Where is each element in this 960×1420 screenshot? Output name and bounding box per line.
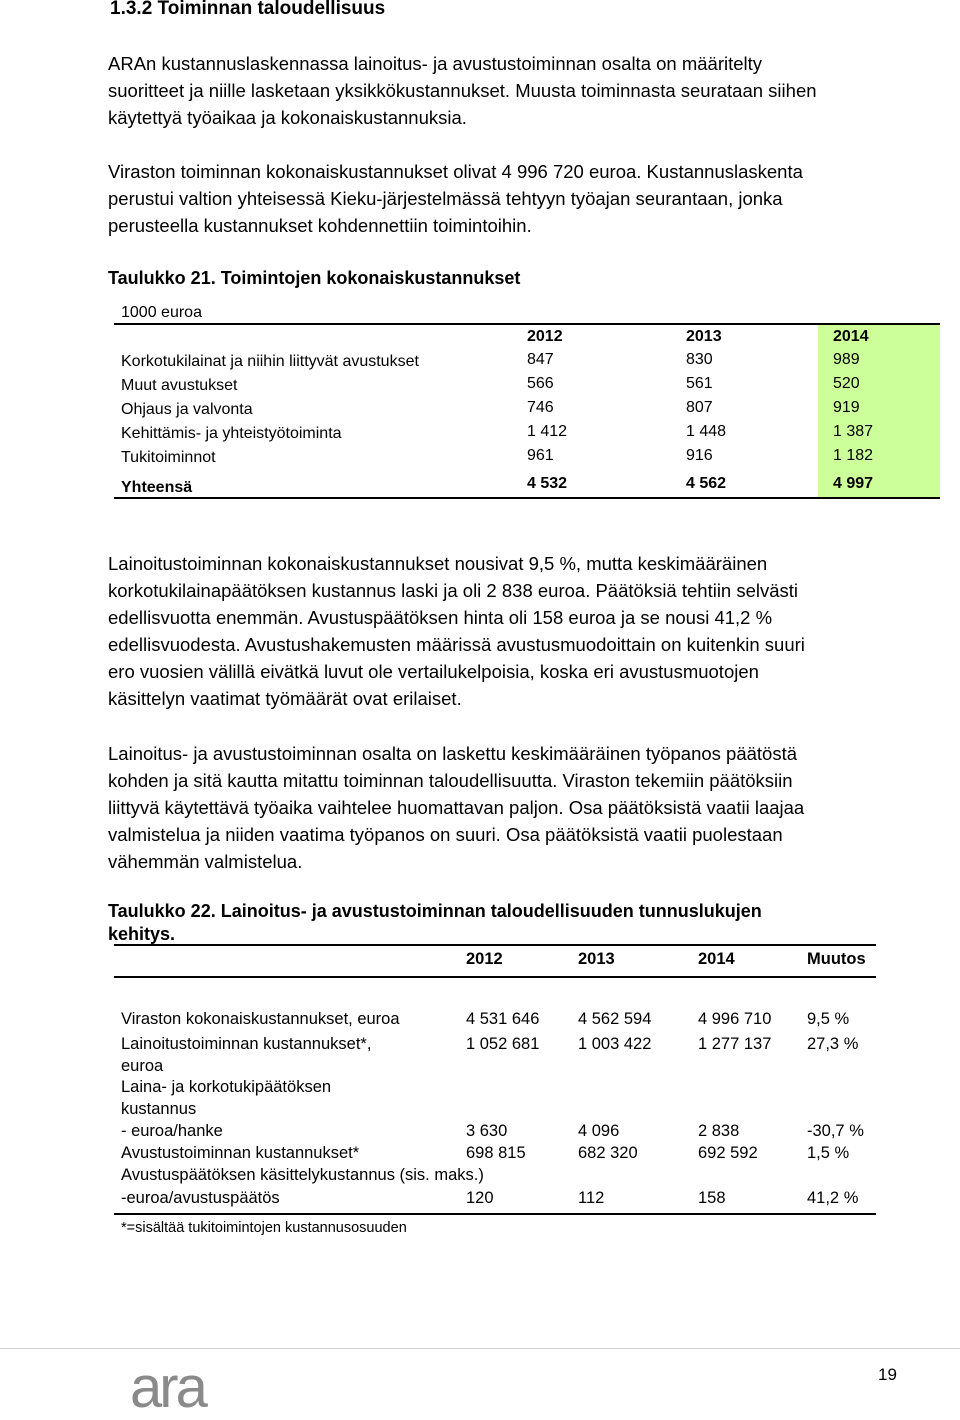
row-label: Lainoitustoiminnan kustannukset*, bbox=[121, 1035, 372, 1053]
cell-2014: 1 182 bbox=[833, 447, 874, 464]
paragraph-3: Lainoitustoiminnan kokonaiskustannukset nousivat 9,5 %, mutta keskimääräinen korkotukilainapäätöksen kustannus laski ja oli 2 838 euroa. Päätöksiä tehtiin selvästi edellisvuotta enemmän. Avustuspäätöksen hinta oli 158 euroa ja se nousi 41,2 % edellisvuodesta. Avustushakemusten määrissä avustusmuodoittain on kuitenkin suuri ero vuosien välillä eivätkä luvut ole vertailukelpoisia, koska eri avustusmuotojen käsittelyn vaatimat työmäärät ovat erilaiset. bbox=[108, 553, 805, 709]
cell-2013: 112 bbox=[578, 1189, 605, 1207]
section-heading: 1.3.2 Toiminnan taloudellisuus bbox=[110, 0, 386, 19]
cell-2014: 520 bbox=[833, 375, 860, 392]
cell-2012: 566 bbox=[527, 375, 554, 392]
table22-header-2012: 2012 bbox=[466, 950, 503, 968]
paragraph-2: Viraston toiminnan kokonaiskustannukset olivat 4 996 720 euroa. Kustannuslaskenta perustui valtion yhteisessä Kieku-järjestelmässä tehtyyn työajan seurantaan, jonka perusteella kustannukset kohdennettiin toimintoihin. bbox=[108, 161, 803, 236]
table21-year-2013: 2013 bbox=[686, 328, 722, 345]
cell-2012: 4 531 646 bbox=[466, 1010, 540, 1028]
row-label: Viraston kokonaiskustannukset, euroa bbox=[121, 1010, 400, 1028]
page-number: 19 bbox=[878, 1365, 897, 1384]
row-label: Tukitoiminnot bbox=[121, 449, 216, 466]
table22-footnote: *=sisältää tukitoimintojen kustannusosuuden bbox=[121, 1220, 407, 1236]
cell-2013: 916 bbox=[686, 447, 713, 464]
row-label: Korkotukilainat ja niihin liittyvät avustukset bbox=[121, 353, 419, 370]
row-label-cont: kustannus bbox=[121, 1100, 197, 1118]
table21-year-2012: 2012 bbox=[527, 328, 563, 345]
table22-bottom-rule bbox=[114, 1213, 876, 1215]
cell-2014: 158 bbox=[698, 1189, 726, 1207]
cell-2014: 1 387 bbox=[833, 423, 874, 440]
cell-2014: 919 bbox=[833, 399, 860, 416]
cell-2012: 1 412 bbox=[527, 423, 568, 440]
cell-muutos: 41,2 % bbox=[807, 1189, 859, 1207]
cell-2012: 120 bbox=[466, 1189, 494, 1207]
row-label: Kehittämis- ja yhteistyötoiminta bbox=[121, 425, 342, 442]
row-label: Ohjaus ja valvonta bbox=[121, 401, 253, 418]
cell-2012: 698 815 bbox=[466, 1144, 526, 1162]
table22-caption-line1: Taulukko 22. Lainoitus- ja avustustoiminnan taloudellisuuden tunnuslukujen bbox=[108, 901, 762, 921]
cell-2013: 4 096 bbox=[578, 1122, 620, 1140]
table22-top-rule bbox=[114, 944, 876, 946]
row-label-sub: - euroa/hanke bbox=[121, 1122, 223, 1140]
table21-caption: Taulukko 21. Toimintojen kokonaiskustannukset bbox=[108, 268, 521, 288]
cell-2012: 961 bbox=[527, 447, 554, 464]
cell-muutos: 9,5 % bbox=[807, 1010, 850, 1028]
row-label-sub: -euroa/avustuspäätös bbox=[121, 1189, 280, 1207]
cell-2014: 1 277 137 bbox=[698, 1035, 772, 1053]
cell-2013: 830 bbox=[686, 351, 713, 368]
cell-2013: 561 bbox=[686, 375, 713, 392]
row-label: Avustuspäätöksen käsittelykustannus (sis. maks.) bbox=[121, 1166, 484, 1184]
cell-2013: 1 448 bbox=[686, 423, 727, 440]
ara-logo: ara bbox=[130, 1355, 205, 1420]
table21-year-2014: 2014 bbox=[833, 328, 869, 345]
cell-2012: 847 bbox=[527, 351, 554, 368]
cell-2012: 1 052 681 bbox=[466, 1035, 540, 1053]
cell-2013: 682 320 bbox=[578, 1144, 638, 1162]
table21-total-2014: 4 997 bbox=[833, 475, 874, 492]
cell-muutos: 1,5 % bbox=[807, 1144, 850, 1162]
cell-2014: 692 592 bbox=[698, 1144, 758, 1162]
cell-2014: 2 838 bbox=[698, 1122, 740, 1140]
table22-header-muutos: Muutos bbox=[807, 950, 866, 968]
row-label: Avustustoiminnan kustannukset* bbox=[121, 1144, 360, 1162]
paragraph-4: Lainoitus- ja avustustoiminnan osalta on laskettu keskimääräinen työpanos päätöstä kohden ja sitä kautta mitattu toiminnan taloudellisuutta. Viraston tekemiin päätöksiin liittyvä käytettävä työaika vaihtelee huomattavan paljon. Osa päätöksistä vaatii laajaa valmistelua ja niiden vaatima työpanos on suuri. Osa päätöksistä vaatii puolestaan vähemmän valmistelua. bbox=[108, 743, 805, 872]
table22-header-2014: 2014 bbox=[698, 950, 735, 968]
table21-total-2013: 4 562 bbox=[686, 475, 727, 492]
table22-header-2013: 2013 bbox=[578, 950, 615, 968]
cell-2013: 1 003 422 bbox=[578, 1035, 652, 1053]
paragraph-1: ARAn kustannuslaskennassa lainoitus- ja avustustoiminnan osalta on määritelty suoritteet ja niille lasketaan yksikkökustannukset. Muusta toiminnasta seurataan siihen käytettyä työaikaa ja kokonaiskustannuksia. bbox=[108, 53, 817, 128]
cell-2013: 807 bbox=[686, 399, 713, 416]
table21-total-2012: 4 532 bbox=[527, 475, 568, 492]
row-label: Laina- ja korkotukipäätöksen bbox=[121, 1078, 332, 1096]
table22-caption-line2: kehitys. bbox=[108, 924, 176, 944]
row-label-cont: euroa bbox=[121, 1057, 164, 1075]
cell-2012: 3 630 bbox=[466, 1122, 508, 1140]
table21-unit: 1000 euroa bbox=[121, 304, 202, 321]
cell-2014: 989 bbox=[833, 351, 860, 368]
table21-top-rule bbox=[114, 323, 940, 325]
row-label: Muut avustukset bbox=[121, 377, 238, 394]
table21-total-label: Yhteensä bbox=[121, 479, 193, 496]
table21-bottom-rule bbox=[114, 497, 940, 499]
footer-rule bbox=[0, 1348, 960, 1349]
cell-muutos: 27,3 % bbox=[807, 1035, 859, 1053]
cell-2012: 746 bbox=[527, 399, 554, 416]
cell-2014: 4 996 710 bbox=[698, 1010, 772, 1028]
table22-header-rule bbox=[114, 976, 876, 978]
cell-muutos: -30,7 % bbox=[807, 1122, 864, 1140]
cell-2013: 4 562 594 bbox=[578, 1010, 652, 1028]
